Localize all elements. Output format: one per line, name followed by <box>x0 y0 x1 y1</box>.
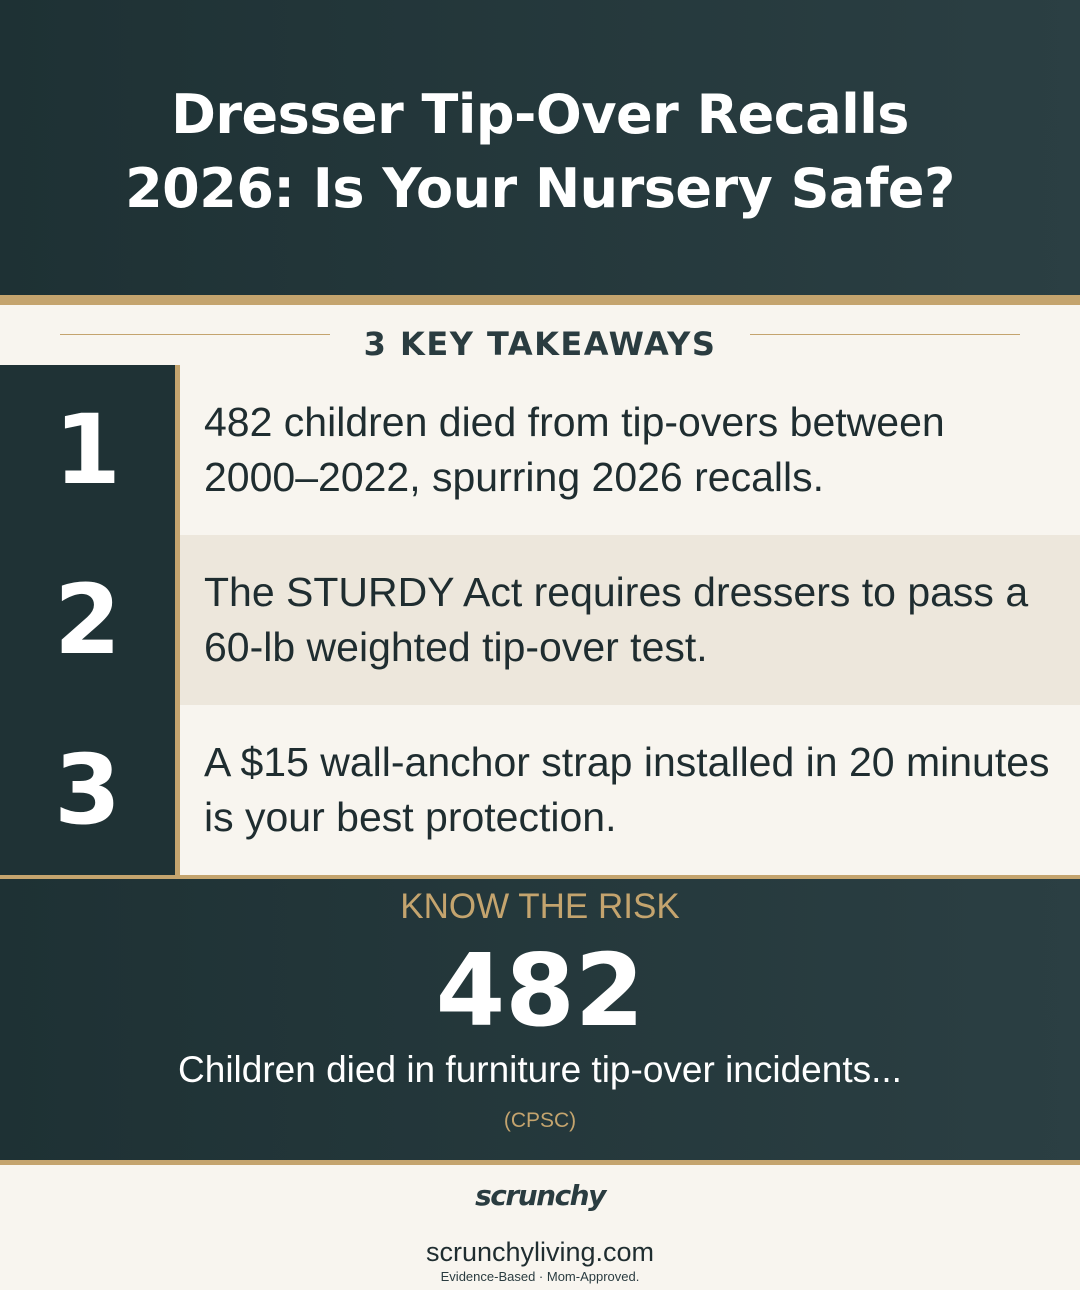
stat-section <box>0 879 1080 1160</box>
brand-logo: scrunchy <box>475 1179 605 1212</box>
takeaway-number: 2 <box>54 564 121 676</box>
title-line-1: Dresser Tip-Over Recalls <box>171 82 909 146</box>
takeaway-text-content: 482 children died from tip-overs between 2000–2022, spurring 2026 recalls. <box>204 399 945 500</box>
stat-label: KNOW THE RISK <box>400 887 680 926</box>
stat-description: Children died in furniture tip-over incidents... <box>178 1049 902 1090</box>
page-title <box>125 78 955 226</box>
takeaway-row-3 <box>0 705 1080 875</box>
takeaway-text-content: A $15 wall-anchor strap installed in 20 minutes is your best protection. <box>204 739 1050 840</box>
takeaway-text <box>204 535 1064 705</box>
takeaway-number: 1 <box>54 394 121 506</box>
header-divider <box>0 295 1080 305</box>
footer <box>0 1165 1080 1290</box>
title-line-2: 2026: Is Your Nursery Safe? <box>125 156 955 220</box>
tagline: Evidence-Based · Mom-Approved. <box>440 1269 640 1284</box>
takeaways-title: 3 KEY TAKEAWAYS <box>363 325 717 363</box>
stat-number: 482 <box>435 932 645 1049</box>
takeaway-text <box>204 365 1064 535</box>
site-url: scrunchyliving.com <box>425 1237 655 1267</box>
takeaway-text <box>204 705 1064 875</box>
takeaway-number: 3 <box>54 734 121 846</box>
stat-source: (CPSC) <box>503 1109 577 1132</box>
takeaways-heading <box>0 305 1080 365</box>
takeaway-text-content: The STURDY Act requires dressers to pass a 60-lb weighted tip-over test. <box>204 569 1029 670</box>
takeaway-row-1 <box>0 365 1080 535</box>
header-banner <box>0 0 1080 295</box>
takeaway-row-2 <box>0 535 1080 705</box>
